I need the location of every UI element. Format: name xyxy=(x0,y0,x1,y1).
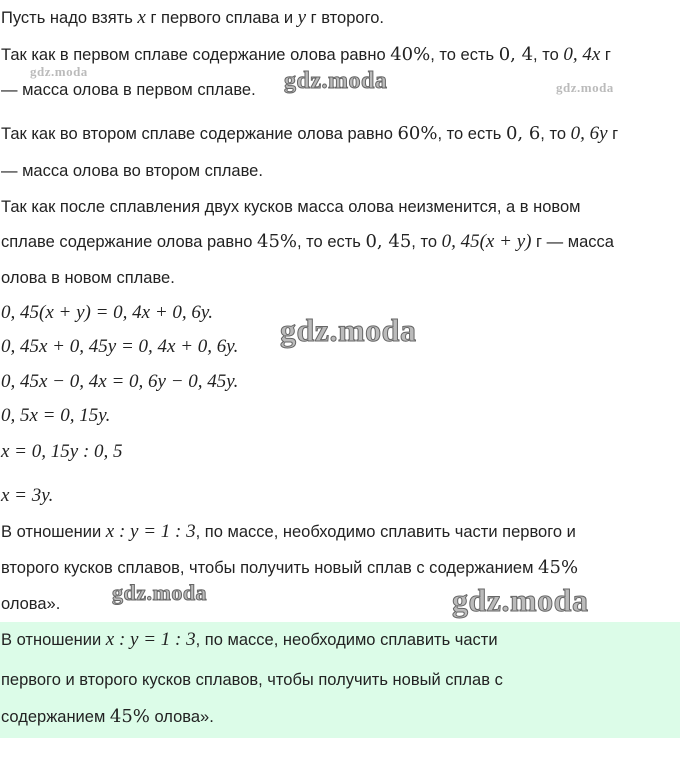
text: , то есть xyxy=(297,233,366,251)
equation: 0, 45x − 0, 4x = 0, 6y − 0, 45y. xyxy=(1,371,239,392)
watermark-logo: gdz.moda xyxy=(112,580,208,605)
math: 40% xyxy=(390,44,431,65)
math: 0, 45(x + y) xyxy=(441,231,532,252)
text: — масса олова в первом сплаве. xyxy=(1,81,256,99)
math: x xyxy=(137,7,146,28)
math: 45% xyxy=(257,231,298,252)
text: — масса олова во втором сплаве. xyxy=(1,162,263,180)
text: , по массе, необходимо сплавить части xyxy=(195,631,498,649)
text: г xyxy=(607,125,619,143)
paragraph-line xyxy=(1,45,611,65)
math: 0, 4x xyxy=(563,44,601,65)
text: , то есть xyxy=(430,46,499,64)
text: , то есть xyxy=(437,125,506,143)
equation: 0, 45(x + y) = 0, 4x + 0, 6y. xyxy=(1,302,214,323)
paragraph-line xyxy=(1,161,263,181)
paragraph-line xyxy=(1,594,60,614)
paragraph-line xyxy=(1,558,578,578)
text: В отношении xyxy=(1,523,106,541)
watermark-logo: gdz.moda xyxy=(30,64,88,79)
text: олова». xyxy=(1,595,61,613)
text: , по массе, необходимо сплавить части первого и xyxy=(195,523,576,541)
answer-line: первого и второго кусков сплавов, чтобы получить новый сплав с xyxy=(1,671,503,689)
text: сплаве содержание олова равно xyxy=(1,233,257,251)
paragraph-line xyxy=(1,124,618,144)
math: 60% xyxy=(397,123,438,144)
text: г первого сплава и xyxy=(145,9,298,27)
answer-line xyxy=(1,707,214,727)
paragraph-line xyxy=(1,197,581,217)
text: Так как в первом сплаве содержание олова равно xyxy=(1,46,391,64)
text: Так как после сплавления двух кусков масса олова неизменится, а в новом xyxy=(1,198,581,216)
text: г xyxy=(600,46,611,64)
paragraph-line xyxy=(1,80,256,100)
text: г второго. xyxy=(306,9,384,27)
equation: x = 0, 15y : 0, 5 xyxy=(1,441,123,462)
answer-line xyxy=(1,630,498,650)
paragraph-line xyxy=(1,8,384,28)
watermark-logo: gdz.moda xyxy=(284,68,388,94)
math: 45% xyxy=(109,706,150,727)
equation: x = 3y. xyxy=(1,485,54,506)
equation: 0, 45x + 0, 45y = 0, 4x + 0, 6y. xyxy=(1,336,239,357)
text: Пусть надо взять xyxy=(1,9,138,27)
paragraph-line xyxy=(1,268,175,288)
math: 0, 45 xyxy=(365,231,412,252)
equation: 0, 5x = 0, 15y. xyxy=(1,405,111,426)
text: олова». xyxy=(149,708,214,726)
text: , то xyxy=(540,125,571,143)
math: 0, 4 xyxy=(498,44,534,65)
math: y xyxy=(297,7,307,28)
text: , то xyxy=(411,233,442,251)
text: олова в новом сплаве. xyxy=(1,269,175,287)
math: x : y = 1 : 3 xyxy=(105,521,196,542)
paragraph-line xyxy=(1,522,576,542)
math: 0, 6 xyxy=(505,123,541,144)
text: Так как во втором сплаве содержание олова равно xyxy=(1,125,398,143)
paragraph-line xyxy=(1,232,614,252)
math: 0, 6y xyxy=(570,123,608,144)
text: г — масса xyxy=(531,233,614,251)
watermark-logo: gdz.moda xyxy=(280,312,417,348)
watermark-logo: gdz.moda xyxy=(556,80,614,95)
math: 45% xyxy=(538,557,579,578)
math: x : y = 1 : 3 xyxy=(105,629,196,650)
text: В отношении xyxy=(1,631,106,649)
text: содержанием xyxy=(1,708,110,726)
text: второго кусков сплавов, чтобы получить новый сплав с содержанием xyxy=(1,559,539,577)
text: , то xyxy=(533,46,564,64)
watermark-logo: gdz.moda xyxy=(452,582,589,618)
